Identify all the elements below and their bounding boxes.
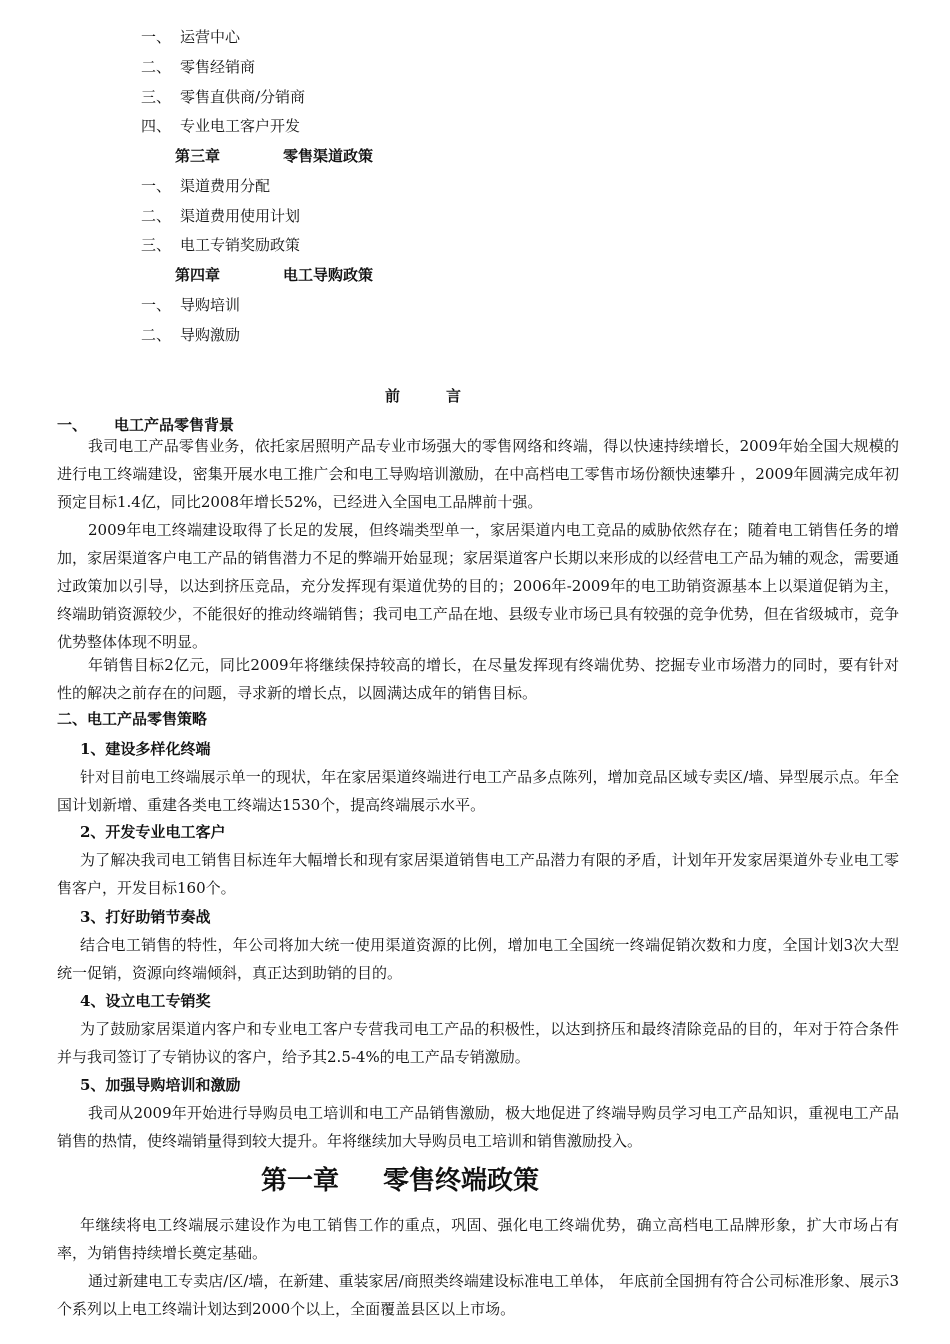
section-heading: 一、 电工产品零售背景 (57, 416, 235, 434)
paragraph: 结合电工销售的特性，年公司将加大统一使用渠道资源的比例，增加电工全国统一终端促销次数和力度，全国计划3次大型统一促销，资源向终端倾斜，真正达到助销的目的。 (57, 936, 899, 982)
toc-chapter-heading: 第三章 零售渠道政策 (175, 147, 374, 165)
toc-item: 三、 电工专销奖励政策 (141, 236, 301, 254)
section-heading: 二、电工产品零售策略 (57, 710, 208, 728)
toc-item: 二、 零售经销商 (141, 58, 256, 76)
subsection-heading: 4、设立电工专销奖 (80, 992, 211, 1010)
toc-item: 三、 零售直供商/分销商 (141, 88, 306, 106)
paragraph: 我司电工产品零售业务，依托家居照明产品专业市场强大的零售网络和终端，得以快速持续增长，2009年始全国大规模的进行电工终端建设，密集开展水电工推广会和电工导购培训激励，在中高档电工零售市场份额快速攀升 ，2009年圆满完成年初预定目标1.4亿，同比2008年增长52%，已经进入全国电工品牌前十强。 (57, 437, 899, 511)
toc-item: 二、 渠道费用使用计划 (141, 207, 301, 225)
toc-item: 二、 导购激励 (141, 326, 241, 344)
paragraph: 我司从2009年开始进行导购员电工培训和电工产品销售激励，极大地促进了终端导购员学习电工产品知识，重视电工产品销售的热情，使终端销量得到较大提升。年将继续加大导购员电工培训和销售激励投入。 (57, 1104, 899, 1150)
paragraph: 年继续将电工终端展示建设作为电工销售工作的重点，巩固、强化电工终端优势，确立高档电工品牌形象，扩大市场占有率，为销售持续增长奠定基础。 (57, 1216, 899, 1262)
paragraph: 针对目前电工终端展示单一的现状，年在家居渠道终端进行电工产品多点陈列，增加竞品区域专卖区/墙、异型展示点。年全国计划新增、重建各类电工终端达1530个，提高终端展示水平。 (57, 768, 899, 814)
subsection-heading: 2、开发专业电工客户 (80, 823, 226, 841)
toc-item: 一、 运营中心 (141, 28, 241, 46)
preface-title: 前言 (384, 387, 507, 405)
paragraph: 年销售目标2亿元，同比2009年将继续保持较高的增长，在尽量发挥现有终端优势、挖掘专业市场潜力的同时，要有针对性的解决之前存在的问题，寻求新的增长点，以圆满达成年的销售目标。 (57, 656, 899, 702)
paragraph: 2009年电工终端建设取得了长足的发展，但终端类型单一，家居渠道内电工竞品的威胁依然存在；随着电工销售任务的增加，家居渠道客户电工产品的销售潜力不足的弊端开始显现；家居渠道客户长期以来形成的以经营电工产品为辅的观念，需要通过政策加以引导，以达到挤压竞品，充分发挥现有渠道优势的目的；2006年-2009年的电工助销资源基本上以渠道促销为主，终端助销资源较少，不能很好的推动终端销售；我司电工产品在地、县级专业市场已具有较强的竞争优势，但在省级城市，竞争优势整体体现不明显。 (57, 521, 899, 651)
subsection-heading: 5、加强导购培训和激励 (80, 1076, 241, 1094)
paragraph: 为了解决我司电工销售目标连年大幅增长和现有家居渠道销售电工产品潜力有限的矛盾，计划年开发家居渠道外专业电工零售客户，开发目标160个。 (57, 851, 899, 897)
subsection-heading: 3、打好助销节奏战 (80, 908, 211, 926)
paragraph: 通过新建电工专卖店/区/墙，在新建、重装家居/商照类终端建设标准电工单体， 年底前全国拥有符合公司标准形象、展示3个系列以上电工终端计划达到2000个以上，全面覆盖县区以上市场。 (57, 1272, 899, 1318)
toc-item: 一、 渠道费用分配 (141, 177, 271, 195)
subsection-heading: 1、建设多样化终端 (80, 740, 211, 758)
toc-item: 一、 导购培训 (141, 296, 241, 314)
paragraph: 为了鼓励家居渠道内客户和专业电工客户专营我司电工产品的积极性，以达到挤压和最终清除竞品的目的，年对于符合条件并与我司签订了专销协议的客户，给予其2.5-4%的电工产品专销激励。 (57, 1020, 899, 1066)
toc-item: 四、 专业电工客户开发 (141, 117, 301, 135)
chapter-title: 第一章 零售终端政策 (260, 1166, 540, 1196)
toc-chapter-heading: 第四章 电工导购政策 (175, 266, 374, 284)
